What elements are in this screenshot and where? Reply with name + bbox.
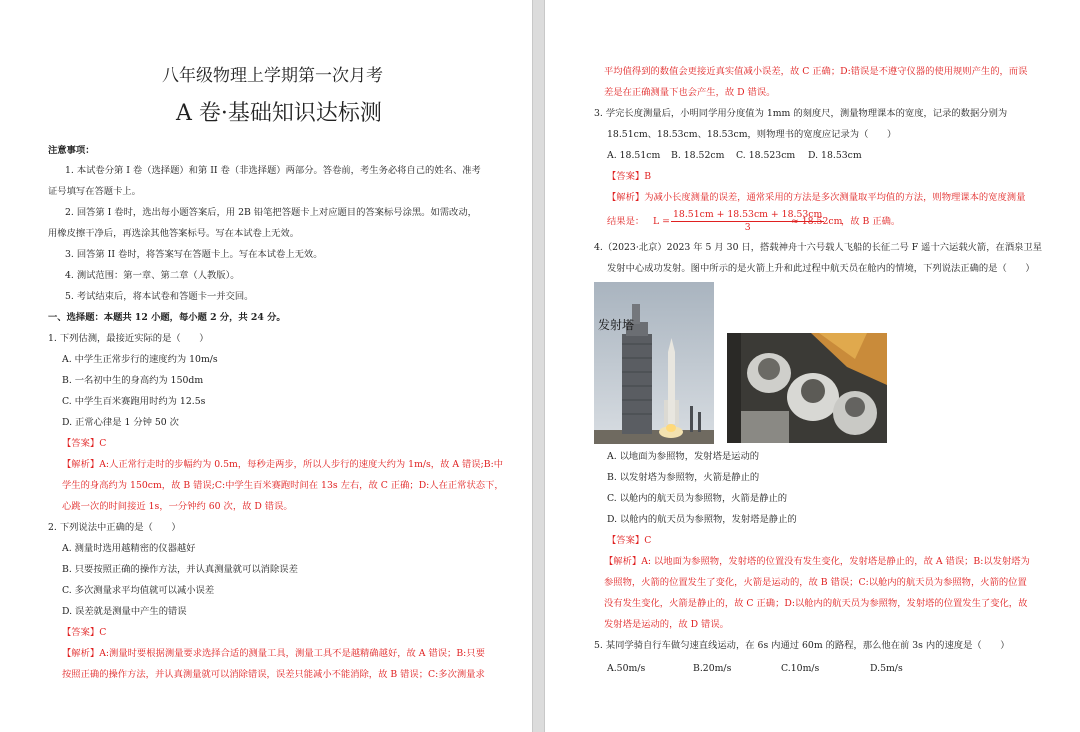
q1-option-c: C. 中学生百米赛跑用时约为 12.5s xyxy=(62,396,206,407)
q2-option-a: A. 测量时选用越精密的仪器越好 xyxy=(62,543,196,554)
astronauts-cabin-photo xyxy=(727,333,887,443)
q2-option-c: C. 多次测量求平均值就可以减小误差 xyxy=(62,585,215,596)
q5-option-d: D.5m/s xyxy=(870,663,903,674)
notice-heading: 注意事项： xyxy=(48,145,95,156)
q4-analysis: 发射塔是运动的，故 D 错误。 xyxy=(604,619,729,630)
q4-answer: 【答案】C xyxy=(607,535,652,546)
left-page xyxy=(0,0,532,732)
q1-option-b: B. 一名初中生的身高约为 150dm xyxy=(62,375,204,386)
q2-answer: 【答案】C xyxy=(62,627,107,638)
q5-option-a: A.50m/s xyxy=(607,663,646,674)
q1-option-a: A. 中学生正常步行的速度约为 10m/s xyxy=(62,354,218,365)
q4-option-d: D. 以舱内的航天员为参照物，发射塔是静止的 xyxy=(607,514,797,525)
q4-option-b: B. 以发射塔为参照物，火箭是静止的 xyxy=(607,472,760,483)
q4-analysis: 参照物，火箭的位置发生了变化，火箭是运动的，故 B 错误；C:以舱内的航天员为参照物，火箭的位置 xyxy=(604,577,1027,588)
question-3-stem: 18.51cm、18.53cm、18.53cm，则物理书的宽度应记录为（ ） xyxy=(607,129,897,140)
exam-title: 八年级物理上学期第一次月考 xyxy=(162,66,383,86)
q1-analysis: 【解析】A:人正常行走时的步幅约为 0.5m，每秒走两步，所以人步行的速度大约为 1m/s，故 A 错误;B:中 xyxy=(62,459,503,470)
q4-option-a: A. 以地面为参照物，发射塔是运动的 xyxy=(607,451,760,462)
notice-line: 1. 本试卷分第 I 卷（选择题）和第 II 卷（非选择题）两部分。答卷前，考生务必将自己的姓名、准考 xyxy=(65,165,481,176)
notice-line: 用橡皮擦干净后，再选涂其他答案标号。写在本试卷上无效。 xyxy=(48,228,300,239)
q3-result-prefix: 结果是： xyxy=(607,216,645,227)
q1-answer: 【答案】C xyxy=(62,438,107,449)
q2-analysis: 【解析】A:测量时要根据测量要求选择合适的测量工具，测量工具不是越精确越好，故 A 错误；B:只要 xyxy=(62,648,485,659)
tower-label: 发射塔 xyxy=(598,318,635,332)
q2-analysis-cont: 差是在正确测量下也会产生，故 D 错误。 xyxy=(604,87,776,98)
formula-numerator: 18.51cm + 18.53cm + 18.53cm xyxy=(673,209,823,220)
q4-analysis: 没有发生变化，火箭是静止的，故 C 正确；D:以舱内的航天员为参照物，发射塔的位置发生了变化，故 xyxy=(604,598,1028,609)
page-gutter xyxy=(532,0,545,732)
notice-line: 4. 测试范围：第一章、第二章（人教版）。 xyxy=(65,270,240,281)
q2-option-d: D. 误差就是测量中产生的错误 xyxy=(62,606,187,617)
q5-option-b: B.20m/s xyxy=(693,663,732,674)
formula-lhs: L = xyxy=(653,216,670,227)
question-5-stem: 5. 某同学骑自行车做匀速直线运动，在 6s 内通过 60m 的路程，那么他在前 3s 内的速度是（ ） xyxy=(594,640,1010,651)
q3-option-c: C. 18.523cm xyxy=(736,150,796,161)
question-3-stem: 3. 学完长度测量后，小明同学用分度值为 1mm 的刻度尺，测量物理课本的宽度，记录的数据分别为 xyxy=(594,108,1008,119)
formula-rhs: ≈ 18.52cm xyxy=(791,216,843,227)
q2-option-b: B. 只要按照正确的操作方法，并认真测量就可以消除误差 xyxy=(62,564,298,575)
notice-line: 3. 回答第 II 卷时，将答案写在答题卡上。写在本试卷上无效。 xyxy=(65,249,323,260)
question-4-stem: 4.（2023·北京）2023 年 5 月 30 日，搭载神舟十六号载人飞船的长征二号 F 遥十六运载火箭，在酒泉卫星 xyxy=(594,242,1043,253)
q3-option-b: B. 18.52cm xyxy=(671,150,725,161)
q4-option-c: C. 以舱内的航天员为参照物，火箭是静止的 xyxy=(607,493,788,504)
exam-subtitle: A 卷·基础知识达标测 xyxy=(176,101,382,126)
question-4-stem: 发射中心成功发射。图中所示的是火箭上升和此过程中航天员在舱内的情境，下列说法正确的是（ ） xyxy=(607,263,1035,274)
astronauts-illustration xyxy=(727,333,887,443)
question-2-stem: 2. 下列说法中正确的是（ ） xyxy=(48,522,181,533)
q2-analysis: 按照正确的操作方法，并认真测量就可以消除错误，误差只能减小不能消除，故 B 错误；C:多次测量求 xyxy=(62,669,485,680)
q3-analysis: 【解析】为减小长度测量的误差，通常采用的方法是多次测量取平均值的方法，则物理课本的宽度测量 xyxy=(607,192,1026,203)
q5-option-c: C.10m/s xyxy=(781,663,820,674)
notice-line: 2. 回答第 I 卷时，选出每小题答案后，用 2B 铅笔把答题卡上对应题目的答案标号涂黑。如需改动， xyxy=(65,207,477,218)
launch-tower-photo xyxy=(594,282,714,444)
section-heading: 一、选择题：本题共 12 小题，每小题 2 分，共 24 分。 xyxy=(48,312,286,323)
q2-analysis-cont: 平均值得到的数值会更接近真实值减小误差，故 C 正确；D:错误是不遵守仪器的使用规则产生的，而误 xyxy=(604,66,1028,77)
question-1-stem: 1. 下列估测，最接近实际的是（ ） xyxy=(48,333,209,344)
q3-option-a: A. 18.51cm xyxy=(607,150,661,161)
q1-option-d: D. 正常心律是 1 分钟 50 次 xyxy=(62,417,179,428)
q3-result-suffix: ，故 B 正确。 xyxy=(841,216,901,227)
q1-analysis: 心跳一次的时间接近 1s，一分钟约 60 次，故 D 错误。 xyxy=(62,501,293,512)
formula-denominator: 3 xyxy=(744,222,751,233)
q4-analysis: 【解析】A: 以地面为参照物，发射塔的位置没有发生变化，发射塔是静止的，故 A 错误；B:以发射塔为 xyxy=(604,556,1030,567)
launch-tower-illustration xyxy=(594,282,714,444)
q1-analysis: 学生的身高约为 150cm，故 B 错误;C:中学生百米赛跑时间在 13s 左右，故 C 正确；D:人在正常状态下， xyxy=(62,480,504,491)
q3-option-d: D. 18.53cm xyxy=(808,150,862,161)
notice-line: 证号填写在答题卡上。 xyxy=(48,186,141,197)
right-page xyxy=(545,0,1080,732)
q3-answer: 【答案】B xyxy=(607,171,652,182)
notice-line: 5. 考试结束后，将本试卷和答题卡一并交回。 xyxy=(65,291,254,302)
